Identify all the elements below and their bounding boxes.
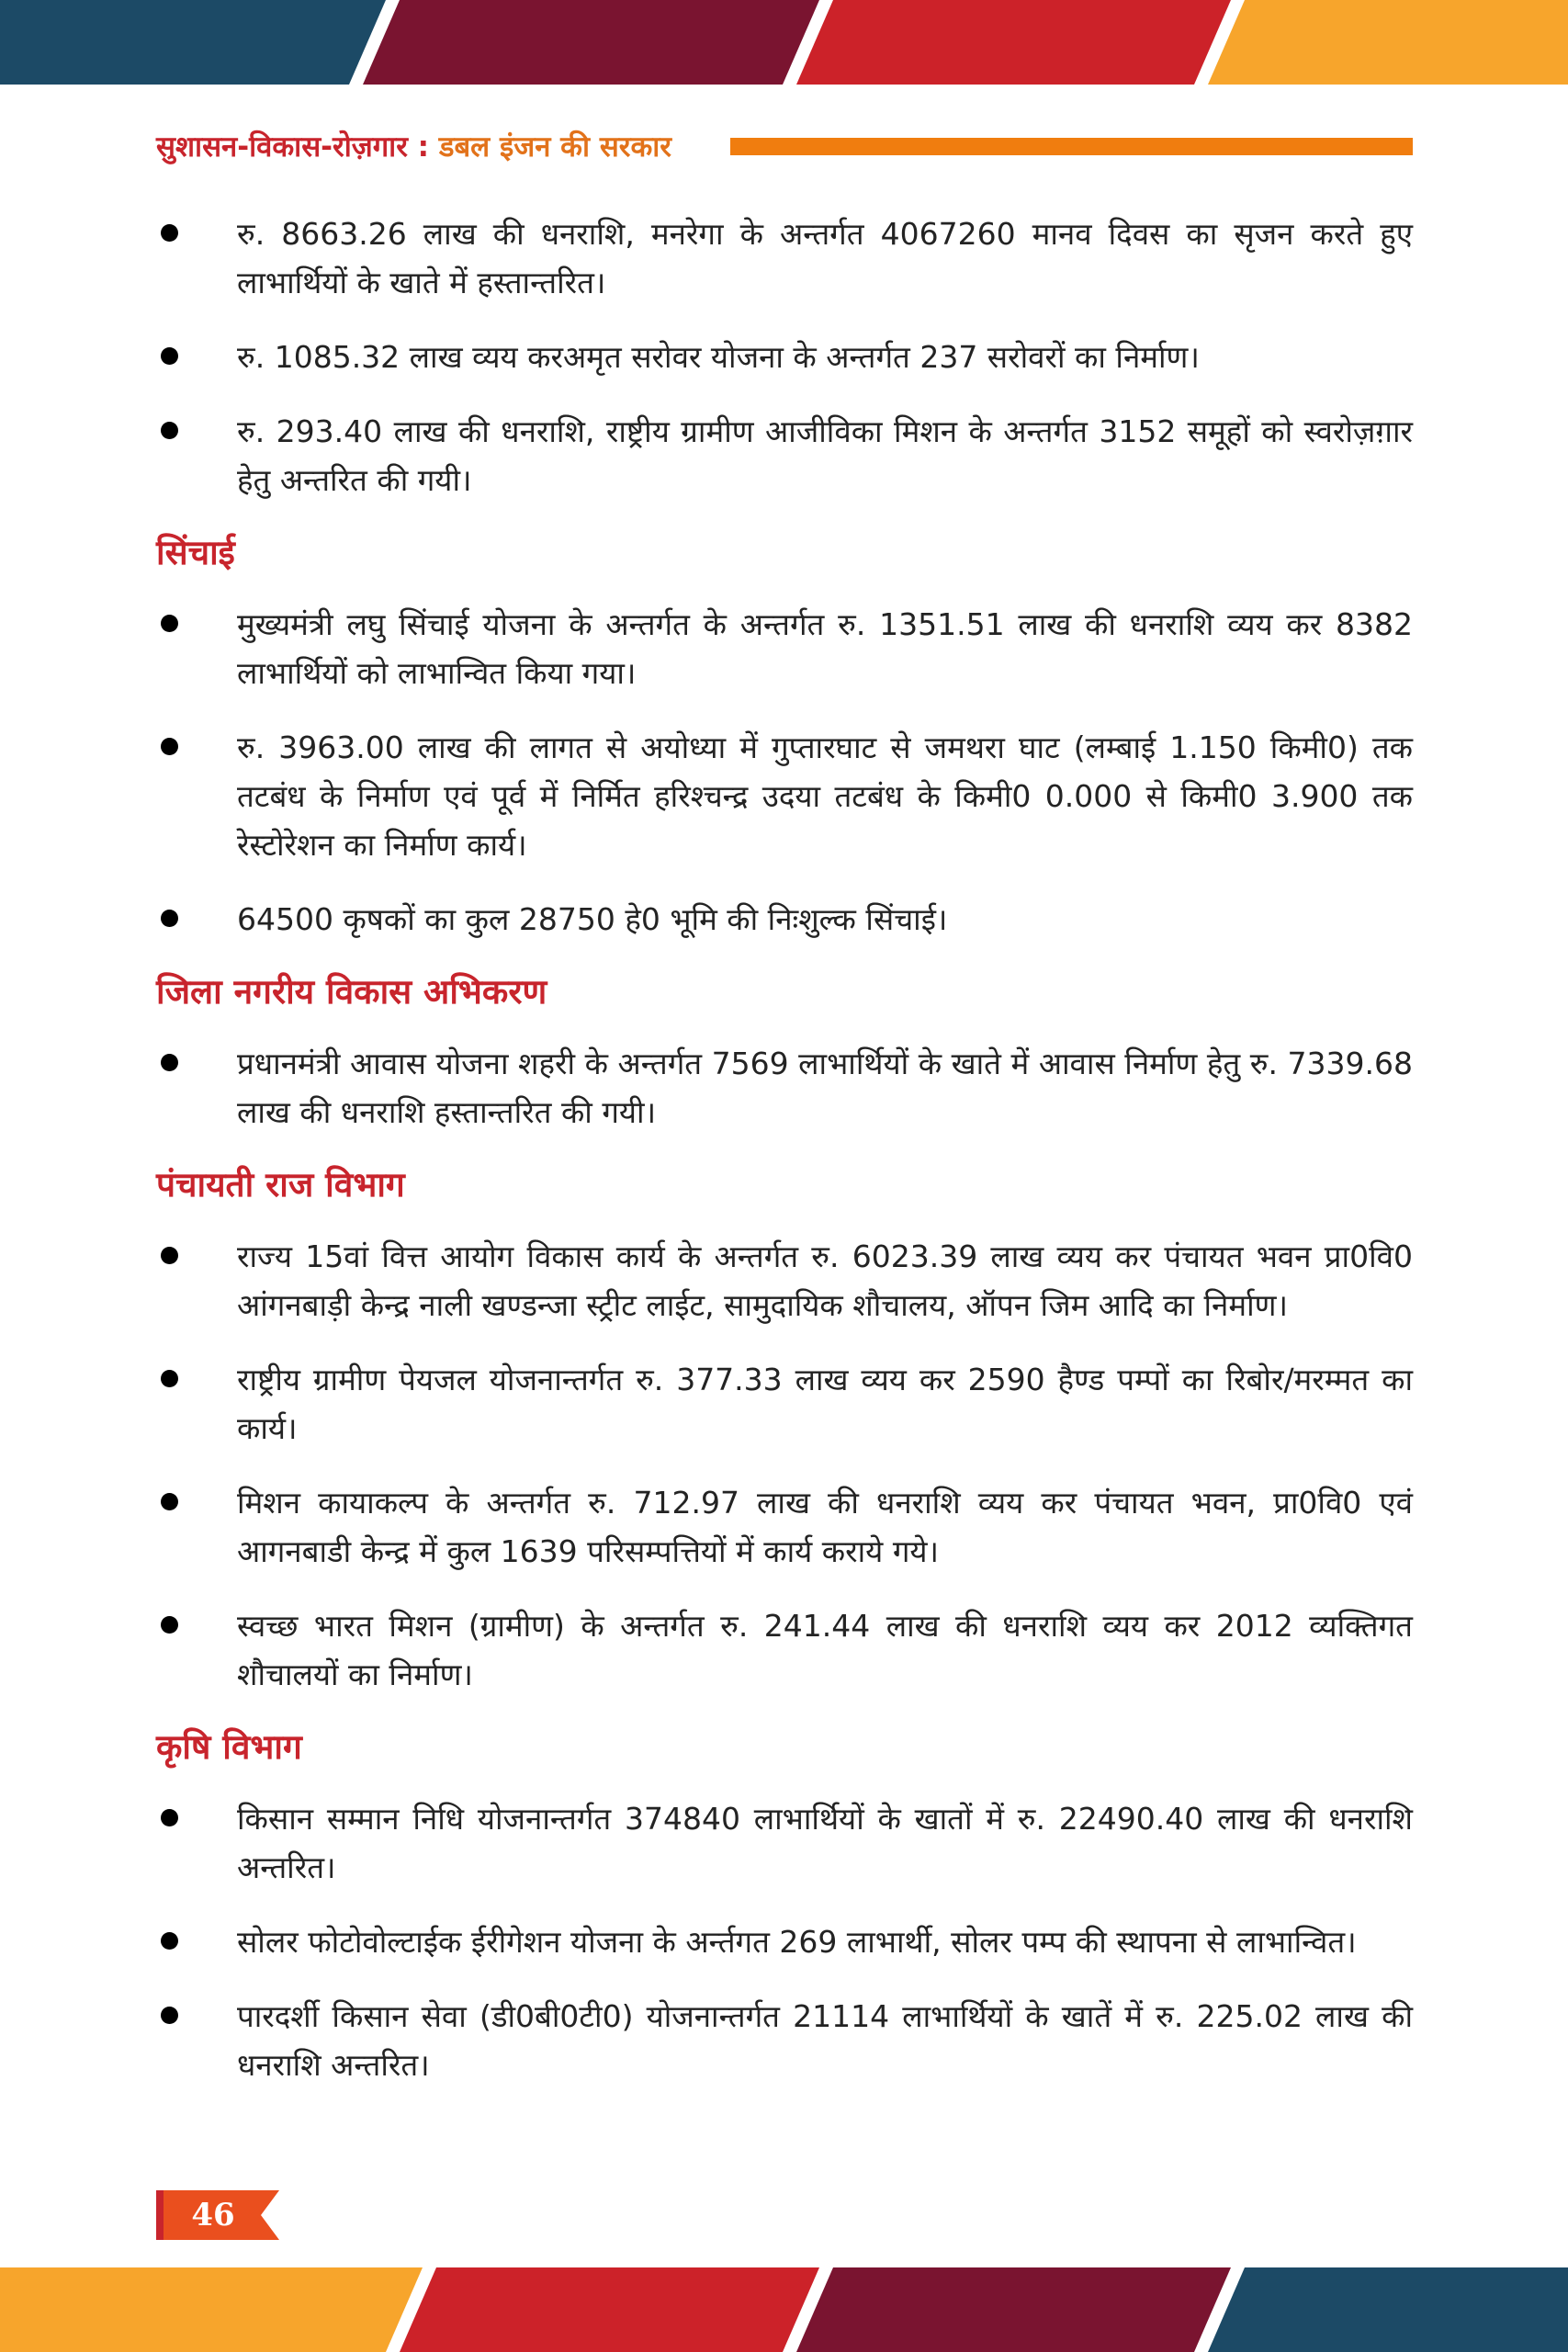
bullet-dot [161,2007,178,2024]
bullet-dot [161,738,178,755]
bullet-dot [161,910,178,927]
list-item-text: प्रधानमंत्री आवास योजना शहरी के अन्तर्गत 7569 लाभार्थियों के खाते में आवास निर्माण हेतु रु. 7339.68 लाख की धनराशि हस्तान्तरित की गयी। [237,1046,1413,1130]
list-item [156,209,1413,307]
section-heading-urban-development: जिला नगरीय विकास अभिकरण [156,972,547,1012]
bullet-dot [161,1247,178,1264]
bullet-dot [161,422,178,439]
bullet-dot [161,1932,178,1950]
main-content [156,209,1413,2115]
list-item-text: पारदर्शी किसान सेवा (डी0बी0टी0) योजनान्तर्गत 21114 लाभार्थियों के खातें में रु. 225.02 लाख की धनराशि अन्तरित। [237,1998,1413,2083]
bullet-dot [161,1809,178,1826]
list-item-text: रु. 1085.32 लाख व्यय करअमृत सरोवर योजना के अन्तर्गत 237 सरोवरों का निर्माण। [237,339,1200,375]
list-item [156,1232,1413,1329]
header-rule [730,138,1413,155]
list-item [156,895,1413,944]
list-item-text: रु. 3963.00 लाख की लागत से अयोध्या में गुप्तारघाट से जमथरा घाट (लम्बाई 1.150 किमी0) तक तटबंध के निर्माण एवं पूर्व में निर्मित हरिश्चन्द्र उदया तटबंध के किमी0 0.000 से किमी0 3.900 तक रेस्टोरेशन का निर्माण कार्य। [237,729,1413,863]
list-item [156,1478,1413,1576]
bullet-dot [161,224,178,242]
list-item-text: स्वच्छ भारत मिशन (ग्रामीण) के अन्तर्गत रु. 241.44 लाख की धनराशि व्यय कर 2012 व्यक्तिगत शौचालयों का निर्माण। [237,1608,1413,1692]
list-item-text: मुख्यमंत्री लघु सिंचाई योजना के अन्तर्गत के अन्तर्गत रु. 1351.51 लाख की धनराशि व्यय कर 8382 लाभार्थियों को लाभान्वित किया गया। [237,606,1413,691]
header-title-part1: सुशासन-विकास-रोज़गार : [156,130,430,164]
list-item-text: राष्ट्रीय ग्रामीण पेयजल योजनान्तर्गत रु. 377.33 लाख व्यय कर 2590 हैण्ड पम्पों का रिबोर/मरम्मत का कार्य। [237,1362,1413,1446]
page-number-tab [156,2190,285,2240]
list-item-text: रु. 293.40 लाख की धनराशि, राष्ट्रीय ग्रामीण आजीविका मिशन के अन्तर्गत 3152 समूहों को स्वरोज़ग़ार हेतु अन्तरित की गयी। [237,413,1413,498]
header-title [156,127,671,167]
list-item [156,1992,1413,2089]
list-item [156,600,1413,697]
bullet-dot [161,1616,178,1634]
list-item-text: मिशन कायाकल्प के अन्तर्गत रु. 712.97 लाख की धनराशि व्यय कर पंचायत भवन, प्रा0वि0 एवं आगनबाडी केन्द्र में कुल 1639 परिसम्पत्तियों में कार्य कराये गये। [237,1485,1413,1569]
list-item [156,1355,1413,1453]
list-item-text: रु. 8663.26 लाख की धनराशि, मनरेगा के अन्तर्गत 4067260 मानव दिवस का सृजन करते हुए लाभार्थियों के खाते में हस्तान्तरित। [237,216,1413,300]
section-heading-irrigation: सिंचाई [156,533,235,572]
bullet-dot [161,347,178,365]
bullet-dot [161,615,178,632]
list-item [156,723,1413,869]
list-item-text: 64500 कृषकों का कुल 28750 हे0 भूमि की निःशुल्क सिंचाई। [237,901,948,937]
bullet-dot [161,1493,178,1510]
section-heading-panchayati-raj: पंचायती राज विभाग [156,1165,405,1204]
top-decorative-band [0,0,1568,85]
page-number: 46 [191,2197,235,2233]
list-item-text: राज्य 15वां वित्त आयोग विकास कार्य के अन्तर्गत रु. 6023.39 लाख व्यय कर पंचायत भवन प्रा0वि0 आंगनबाड़ी केन्द्र नाली खण्डन्जा स्ट्रीट लाईट, सामुदायिक शौचालय, ऑपन जिम आदि का निर्माण। [237,1238,1413,1323]
header-title-part2: डबल इंजन की सरकार [429,130,671,164]
page-header [156,127,1413,167]
list-item-text: किसान सम्मान निधि योजनान्तर्गत 374840 लाभार्थियों के खातों में रु. 22490.40 लाख की धनराशि अन्तरित। [237,1801,1413,1885]
list-item [156,1601,1413,1699]
list-item [156,1917,1413,1966]
list-item-text: सोलर फोटोवोल्टाईक ईरीगेशन योजना के अर्न्तगत 269 लाभार्थी, सोलर पम्प की स्थापना से लाभान्वित। [237,1924,1357,1960]
list-item [156,1039,1413,1136]
list-item [156,333,1413,381]
section-heading-agriculture: कृषि विभाग [156,1727,302,1767]
list-item [156,1794,1413,1892]
bullet-dot [161,1370,178,1387]
bottom-decorative-band [0,2267,1568,2352]
list-item [156,407,1413,504]
bullet-dot [161,1054,178,1071]
